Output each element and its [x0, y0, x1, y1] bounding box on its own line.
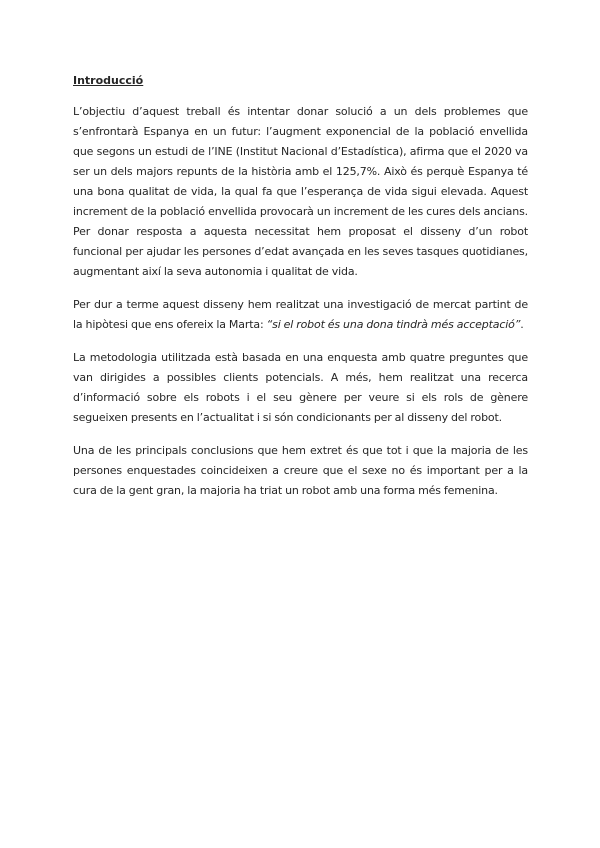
section-heading: Introducció [73, 74, 144, 87]
paragraph-hypothesis [73, 295, 528, 335]
hypothesis-quote: “si el robot és una dona tindrà més acceptació” [266, 318, 521, 331]
paragraph-hypothesis-text: Per dur a terme aquest disseny hem realitzat una investigació de mercat partint de la hipòtesi que ens ofereix la Marta: [73, 298, 528, 331]
paragraph-objective: L’objectiu d’aquest treball és intentar donar solució a un dels problemes que s’enfrontarà Espanya en un futur: l’augment exponencial de la població envellida que segons un estudi de l’INE (Institut Nacional d’Estadística), afirma que el 2020 va ser un dels majors repunts de la història amb el 125,7%. Això és perquè Espanya té una bona qualitat de vida, la qual fa que l’esperança de vida sigui elevada. Aquest increment de la població envellida provocarà un increment de les cures dels ancians. Per donar resposta a aquesta necessitat hem proposat el disseny d’un robot funcional per ajudar les persones d’edat avançada en les seves tasques quotidianes, augmentant així la seva autonomia i qualitat de vida. [73, 105, 528, 278]
paragraph-conclusions: Una de les principals conclusions que hem extret és que tot i que la majoria de les persones enquestades coincideixen a creure que el sexe no és important per a la cura de la gent gran, la majoria ha triat un robot amb una forma més femenina. [73, 444, 528, 497]
document-body [73, 72, 528, 501]
paragraph-hypothesis-end: . [520, 318, 524, 331]
paragraph-methodology: La metodologia utilitzada està basada en una enquesta amb quatre preguntes que van dirigides a possibles clients potencials. A més, hem realitzat una recerca d’informació sobre els robots i el seu gènere per veure si els rols de gènere segueixen presents en l’actualitat i si són condicionants per al disseny del robot. [73, 351, 528, 424]
